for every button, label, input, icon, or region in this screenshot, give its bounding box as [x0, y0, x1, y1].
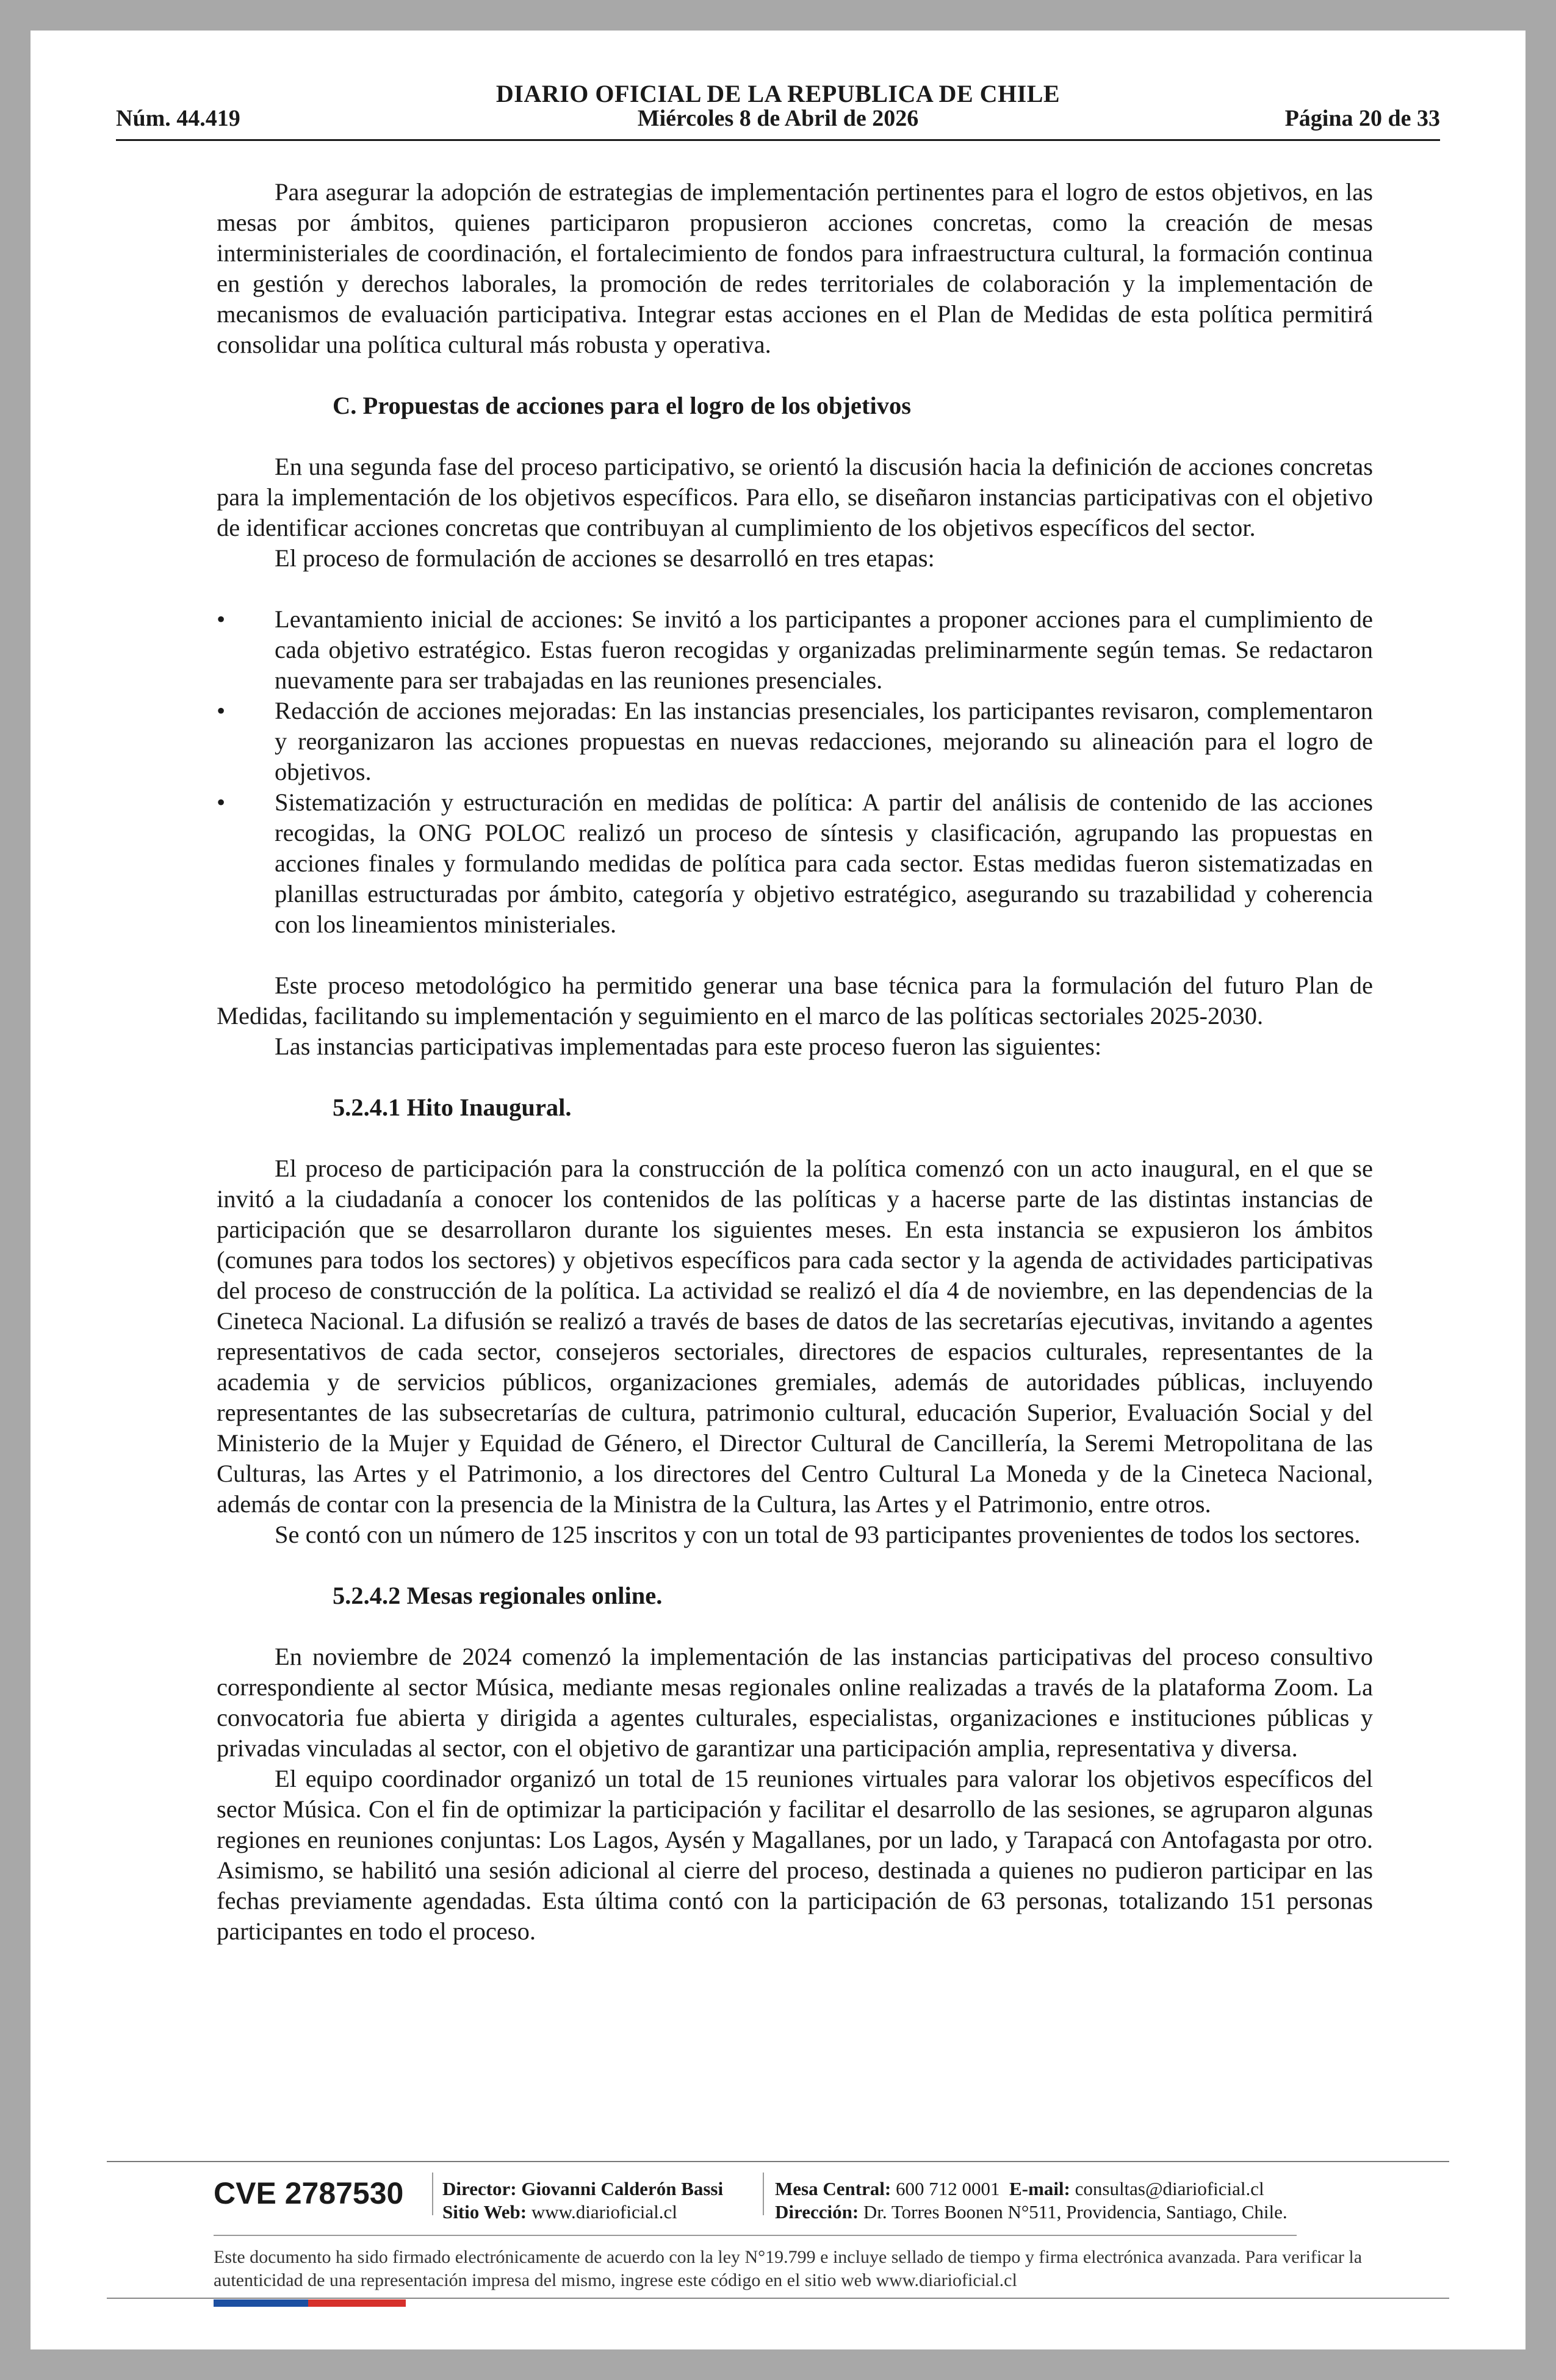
paragraph: Las instancias participativas implementadas para este proceso fueron las siguientes:	[275, 1033, 1102, 1060]
paragraph: El proceso de participación para la construcción de la política comenzó con un acto inaugural, en el que se invitó a la ciudadanía a conocer los contenidos de las políticas y a hacerse parte de las distintas instancias de participación que se desarrollaron durante los siguientes meses. En esta instancia se expusieron los ámbitos (comunes para todos los sectores) y objetivos específicos para cada sector y la agenda de actividades participativas del proceso de construcción de la política. La actividad se realizó el día 4 de noviembre, en las dependencias de la Cineteca Nacional. La difusión se realizó a través de bases de datos de las secretarías ejecutivas, invitando a agentes representativos de cada sector, consejeros sectoriales, directores de espacios culturales, representantes de la academia y de servicios públicos, organizaciones gremiales, además de autoridades públicas, incluyendo representantes de las subsecretarías de cultura, patrimonio cultural, educación Superior, Evaluación Social y del Ministerio de la Mujer y Equidad de Género, el Director Cultural de Cancillería, la Seremi Metropolitana de las Culturas, las Artes y el Patrimonio, a los directores del Centro Cultural La Moneda y de la Cineteca Nacional, además de contar con la presencia de la Ministra de la Cultura, las Artes y el Patrimonio, entre otros.	[217, 1155, 1373, 1518]
paragraph: Este proceso metodológico ha permitido generar una base técnica para la formulación del futuro Plan de Medidas, facilitando su implementación y seguimiento en el marco de las políticas sectoriales 2025-2030.	[217, 972, 1373, 1030]
paragraph: El proceso de formulación de acciones se desarrolló en tres etapas:	[275, 544, 935, 572]
paragraph: Se contó con un número de 125 inscritos y con un total de 93 participantes provenientes de todos los sectores.	[275, 1521, 1361, 1548]
section-heading-5-2-4-1: 5.2.4.1 Hito Inaugural.	[333, 1094, 572, 1121]
paragraph: En noviembre de 2024 comenzó la implementación de las instancias participativas del proceso consultivo correspondiente al sector Música, mediante mesas regionales online realizadas a través de la plataforma Zoom. La convocatoria fue abierta y dirigida a agentes culturales, especialistas, organizaciones e instituciones públicas y privadas vinculadas al sector, con el objetivo de garantizar una participación amplia, representativa y diversa.	[217, 1643, 1373, 1762]
bullet-marker: •	[217, 788, 226, 816]
flag-stripe-blue	[214, 2299, 308, 2307]
document-body	[217, 177, 1373, 1947]
gazette-title: DIARIO OFICIAL DE LA REPUBLICA DE CHILE	[495, 80, 1061, 107]
address: Dr. Torres Boonen N°511, Providencia, Santiago, Chile.	[863, 2201, 1288, 2223]
paragraph: El equipo coordinador organizó un total de 15 reuniones virtuales para valorar los objetivos específicos del sector Música. Con el fin de optimizar la participación y facilitar el desarrollo de las sesiones, se agruparon algunas regiones en reuniones conjuntas: Los Lagos, Aysén y Magallanes, por un lado, y Tarapacá con Antofagasta por otro. Asimismo, se habilitó una sesión adicional al cierre del proceso, destinada a quienes no pudieron participar en las fechas previamente agendadas. Esta última contó con la participación de 63 personas, totalizando 151 personas participantes en todo el proceso.	[217, 1765, 1373, 1945]
document-page	[31, 31, 1525, 2349]
list-item: • Redacción de acciones mejoradas: En las instancias presenciales, los participantes revisaron, complementaron y reorganizaron las acciones propuestas en nuevas redacciones, mejorando su alineación para el logro de objetivos.	[217, 697, 1373, 785]
stage-list	[217, 604, 1373, 940]
phone-number: 600 712 0001	[896, 2178, 1000, 2199]
paragraph: Para asegurar la adopción de estrategias de implementación pertinentes para el logro de estos objetivos, en las mesas por ámbitos, quienes participaron propusieron acciones concretas, como la creación de mesas interministeriales de coordinación, el fortalecimiento de fondos para infraestructura cultural, la formación continua en gestión y derechos laborales, la promoción de redes territoriales de colaboración y la implementación de mecanismos de evaluación participativa. Integrar estas acciones en el Plan de Medidas de esta política permitirá consolidar una política cultural más robusta y operativa.	[217, 178, 1373, 358]
list-item: • Sistematización y estructuración en medidas de política: A partir del análisis de contenido de las acciones recogidas, la ONG POLOC realizó un proceso de síntesis y clasificación, agrupando las propuestas en acciones finales y formulando medidas de política para cada sector. Estas medidas fueron sistematizadas en planillas estructuradas por ámbito, categoría y objetivo estratégico, asegurando su trazabilidad y coherencia con los lineamientos ministeriales.	[217, 788, 1373, 938]
header-row	[116, 105, 1440, 135]
page-number: Página 20 de 33	[1284, 106, 1440, 131]
section-heading-5-2-4-2: 5.2.4.2 Mesas regionales online.	[333, 1582, 663, 1609]
flag-stripe-red	[308, 2299, 406, 2307]
bullet-marker: •	[217, 697, 226, 724]
issue-number: Núm. 44.419	[116, 106, 240, 131]
director-name: Giovanni Calderón Bassi	[521, 2178, 724, 2199]
footer-divider	[107, 2161, 1449, 2162]
footer-director-block: Director: Giovanni Calderón Bassi Sitio Web: www.diarioficial.cl	[442, 2178, 724, 2223]
header-divider	[116, 139, 1440, 141]
footer-separator	[763, 2173, 764, 2215]
website-link[interactable]: www.diarioficial.cl	[531, 2201, 677, 2223]
footer-divider	[214, 2235, 1297, 2236]
signature-notice: Este documento ha sido firmado electrónicamente de acuerdo con la ley N°19.799 e incluye sellado de tiempo y firma electrónica avanzada. Para verificar la autenticidad de una representación impresa del mismo, ingrese este código en el sitio web www.diarioficial.cl	[214, 2247, 1363, 2290]
section-heading-c: C. Propuestas de acciones para el logro de los objetivos	[333, 392, 911, 419]
issue-date: Miércoles 8 de Abril de 2026	[637, 106, 919, 131]
cve-code: CVE 2787530	[214, 2176, 404, 2210]
email-link[interactable]: consultas@diarioficial.cl	[1075, 2178, 1264, 2199]
footer-contact-block: Mesa Central: 600 712 0001 E-mail: consultas@diarioficial.cl Dirección: Dr. Torres Boonen N°511, Providencia, Santiago, Chile.	[775, 2178, 1288, 2223]
bullet-marker: •	[217, 605, 226, 633]
paragraph: En una segunda fase del proceso participativo, se orientó la discusión hacia la definición de acciones concretas para la implementación de los objetivos específicos. Para ello, se diseñaron instancias participativas con el objetivo de identificar acciones concretas que contribuyan al cumplimiento de los objetivos específicos del sector.	[217, 453, 1373, 541]
list-item: • Levantamiento inicial de acciones: Se invitó a los participantes a proponer acciones para el cumplimiento de cada objetivo estratégico. Estas fueron recogidas y organizadas preliminarmente según temas. Se redactaron nuevamente para ser trabajadas en las reuniones presenciales.	[217, 605, 1373, 694]
footer-divider	[107, 2298, 1449, 2299]
footer-separator	[432, 2173, 433, 2215]
